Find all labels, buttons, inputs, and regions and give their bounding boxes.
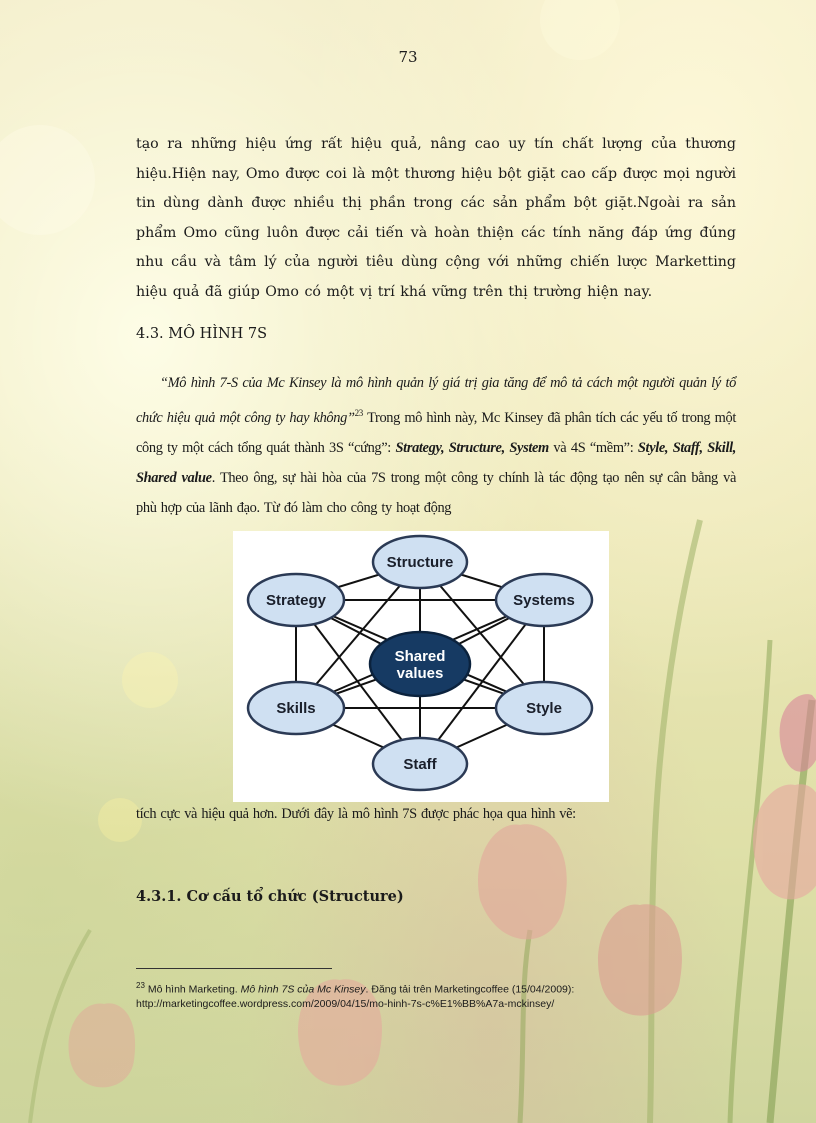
diagram-nodes: [248, 536, 592, 790]
7s-diagram-svg: [233, 531, 609, 802]
paragraph-text: Trong mô hình này, Mc Kinsey đã phân tích các yếu tố trong một công ty một cách tổng quát thành 3S “cứng”:: [136, 409, 736, 456]
footnote-text: . Đăng tải trên Marketingcoffee (15/04/2009): http://marketingcoffee.wordpress.com/2009/04/15/mo-hinh-7s-c%E1%BB%A7a-mckinsey/: [136, 983, 575, 1010]
footnote-reference[interactable]: 23: [354, 408, 363, 418]
node-shared-values-label-2: values: [396, 665, 444, 682]
node-shared-values-label-1: Shared: [394, 648, 446, 665]
body-paragraph-omo: tạo ra những hiệu ứng rất hiệu quả, nâng cao uy tín chất lượng của thương hiệu.Hiện nay, Omo được coi là một thương hiệu bột giặt cao cấp được mọi người tin dùng dành được nhiều thị phần trong các sản phẩm bột giặt.Ngoài ra sản phẩm Omo cũng luôn được cải tiến và hoàn thiện các tính năng đáp ứng đúng nhu cầu và tâm lý của người tiêu dùng cộng với những chiến lược Marketting hiệu quả đã giúp Omo có một vị trí khá vững trên thị trường hiện nay.: [136, 136, 736, 300]
body-paragraph-7s-intro: [136, 368, 736, 523]
node-staff-label: Staff: [403, 756, 437, 773]
node-skills-label: Skills: [276, 700, 316, 717]
node-strategy: [248, 574, 344, 626]
node-staff: [373, 738, 467, 790]
node-systems-label: Systems: [513, 592, 575, 609]
paragraph-text: và 4S “mềm”:: [548, 439, 638, 456]
node-style-label: Style: [526, 700, 562, 717]
paragraph-text: . Theo ông, sự hài hòa của 7S trong một công ty chính là tác động tạo nên sự cân bằng và phù hợp của lãnh đạo. Từ đó làm cho công ty hoạt động: [136, 469, 736, 516]
footnote-divider: [136, 968, 332, 969]
footnote-text: Mô hình Marketing.: [144, 983, 241, 996]
section-heading-7s: 4.3. MÔ HÌNH 7S: [136, 326, 268, 342]
hard-s-terms: Strategy, Structure, System: [395, 439, 549, 456]
node-strategy-label: Strategy: [265, 592, 327, 609]
page-number: 73: [398, 48, 418, 66]
node-skills: [248, 682, 344, 734]
subsection-heading-structure: 4.3.1. Cơ cấu tổ chức (Structure): [136, 888, 404, 905]
footnote-number: 23: [136, 981, 145, 990]
soft-s-terms: Style, Staff, Skill, Shared value: [136, 439, 736, 486]
footnote-23: [136, 979, 736, 1011]
body-paragraph-diagram-caption: tích cực và hiệu quả hơn. Dưới đây là mô hình 7S được phác họa qua hình vẽ:: [136, 806, 576, 822]
node-style: [496, 682, 592, 734]
node-structure: [373, 536, 467, 588]
mckinsey-7s-diagram: [233, 531, 609, 802]
footnote-title: Mô hình 7S của Mc Kinsey: [240, 983, 366, 996]
node-systems: [496, 574, 592, 626]
node-shared-values: [370, 632, 470, 696]
mckinsey-quote: “Mô hình 7-S của Mc Kinsey là mô hình quản lý giá trị gia tăng để mô tả cách một người quản lý tổ chức hiệu quả một công ty hay không”: [136, 375, 736, 426]
node-structure-label: Structure: [386, 554, 454, 571]
